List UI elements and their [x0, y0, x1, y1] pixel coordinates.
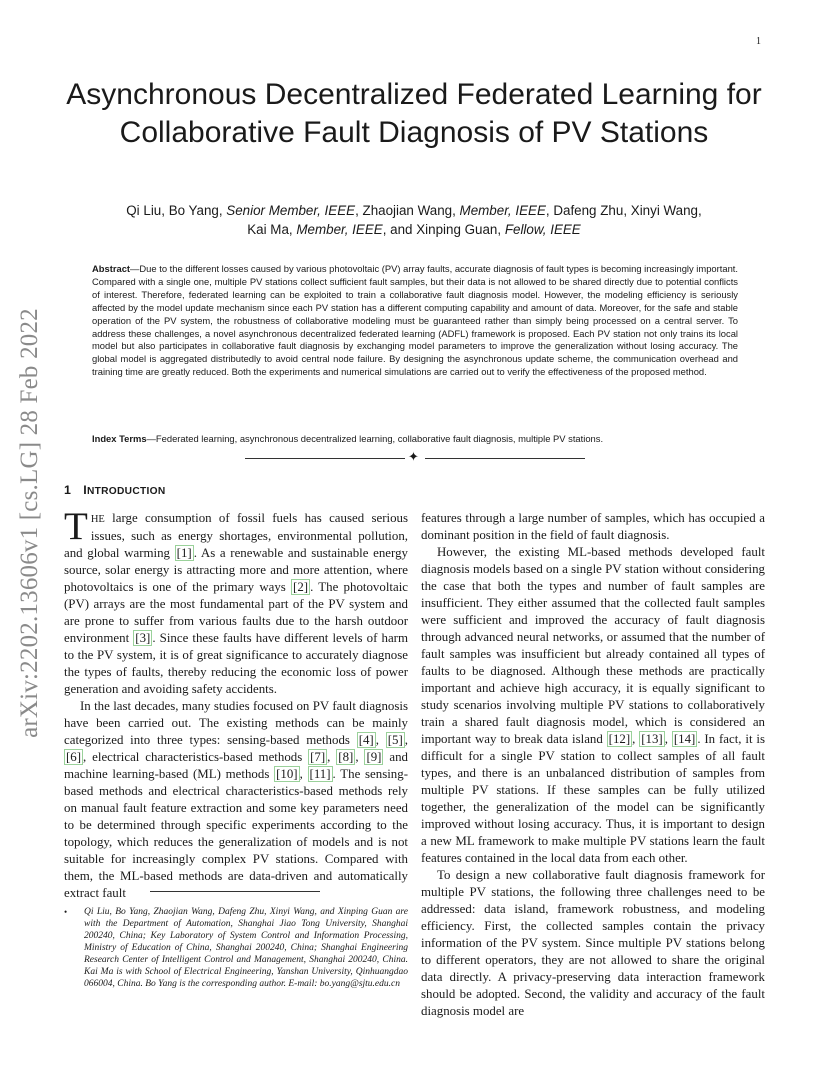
- text-run: ,: [355, 750, 365, 764]
- intro-paragraph-3: [421, 510, 765, 544]
- text-run: ,: [299, 767, 308, 781]
- index-terms: [92, 432, 738, 445]
- divider-line: [425, 458, 585, 459]
- smallcaps-word: HE: [90, 514, 105, 525]
- citation-link[interactable]: [9]: [366, 750, 382, 764]
- text-run: ,: [375, 733, 386, 747]
- text-run: . Since these faults have different levels of harm to the PV system, it is of great significance to accurately diagnose the types of faults, thereby reducing the economic loss of power generation and avoiding safety accidents.: [64, 631, 409, 696]
- paper-title: Asynchronous Decentralized Federated Learning for Collaborative Fault Diagnosis of PV Stations: [66, 78, 762, 149]
- citation-link[interactable]: [10]: [276, 767, 298, 781]
- author-role: Senior Member, IEEE: [226, 203, 356, 218]
- author-name: Qi Liu: [126, 203, 162, 218]
- arxiv-identifier: arXiv:2202.13606v1 [cs.LG] 28 Feb 2022: [16, 308, 43, 738]
- footnote-bullet-icon: •: [64, 907, 68, 917]
- section-heading: [64, 483, 166, 497]
- intro-paragraph-2: [64, 698, 408, 902]
- text-run: In the last decades, many studies focused on PV fault diagnosis have been carried out. The existing methods can be mainly categorized into three types: sensing-based methods: [64, 699, 408, 747]
- section-number: 1: [64, 483, 72, 497]
- abstract: [92, 263, 738, 379]
- citation-link[interactable]: [6]: [66, 750, 82, 764]
- arxiv-stamp: [6, 288, 54, 758]
- citation-link[interactable]: [1]: [176, 546, 192, 560]
- text-run: To design a new collaborative fault diagnosis framework for multiple PV stations, the following three challenges need to be addressed: data island, framework robustness, and modeling efficiency. First, the collected samples contain the privacy information of the PV system. Since multiple PV stations belong to different operators, they are not allowed to share the original data directly. A privacy-preserving data interaction framework should be adopted. Second, the validity and accuracy of the fault diagnosis model are: [421, 868, 765, 1018]
- right-column: [421, 510, 765, 1020]
- text-run: . In fact, it is difficult for a single PV station to collect samples of all fault types, and there is an unbalanced distribution of samples from multiple PV stations. If these samples can be fully utilized together, the generalization of the model can be significantly improved without losing accuracy. Thus, it is important to design a new ML framework to make multiple PV stations learn the fault features contained in the local data from each other.: [421, 732, 766, 865]
- author-name: Xinyi Wang: [630, 203, 698, 218]
- text-run: . The sensing-based methods and electrical characteristics-based methods rely on manual fault feature extraction and some key parameters need to be determined through specific experiments according to the topology, which reduces the generalization of models and is not suitable for increasingly complex PV stations. Compared with them, the ML-based methods are data-driven and automatically extract fault: [64, 767, 408, 900]
- citation-link[interactable]: [8]: [338, 750, 354, 764]
- footnote-rule: [150, 891, 320, 892]
- text-run: However, the existing ML-based methods developed fault diagnosis models based on a single PV station without considering the case that both the types and number of fault samples are insufficient. They either assumed that the collected fault samples were sufficient and improved the accuracy of fault diagnosis through advanced neural networks, or assumed that the number of fault samples was insufficient but already contained all types of faults to be diagnosed. Although these methods are practically important and achieve high accuracy, it is equally significant to study scenarios involving multiple PV stations to collaboratively train a shared fault diagnosis model, which is considered an important way to break data island: [421, 545, 765, 746]
- text-run: . The photovoltaic (PV) arrays are the most fundamental part of the PV system and are prone to suffer from various faults due to the harsh outdoor environment: [64, 580, 409, 645]
- citation-link[interactable]: [4]: [358, 733, 374, 747]
- page-number: 1: [756, 36, 761, 47]
- citation-link[interactable]: [2]: [293, 580, 309, 594]
- citation-link[interactable]: [11]: [309, 767, 331, 781]
- divider-line: [245, 458, 405, 459]
- section-title-initial: I: [83, 483, 87, 497]
- intro-paragraph-1: [64, 505, 409, 698]
- text-run: and machine learning-based (ML) methods: [64, 750, 408, 781]
- text-run: ,: [327, 750, 337, 764]
- author-role: Member, IEEE: [296, 222, 383, 237]
- intro-paragraph-4: [421, 544, 765, 867]
- index-terms-text: —Federated learning, asynchronous decentralized learning, collaborative fault diagnosis, multiple PV stations.: [146, 433, 604, 444]
- author-name: Bo Yang: [168, 203, 219, 218]
- author-name: Xinping Guan: [416, 222, 498, 237]
- author-role: Fellow, IEEE: [504, 222, 581, 237]
- text-run: ,: [632, 732, 640, 746]
- abstract-label: Abstract: [92, 263, 131, 274]
- affiliation-footnote: [64, 906, 408, 990]
- citation-link[interactable]: [14]: [673, 732, 696, 746]
- text-run: ,: [404, 733, 408, 747]
- section-divider: [245, 452, 585, 466]
- citation-link[interactable]: [12]: [608, 732, 631, 746]
- author-list: Qi Liu, Bo Yang, Senior Member, IEEE, Zhaojian Wang, Member, IEEE, Dafeng Zhu, Xinyi Wang, Kai Ma, Member, IEEE, and Xinping Guan, Fellow, IEEE: [126, 203, 702, 237]
- divider-star-icon: ✦: [408, 450, 419, 465]
- author-role: Member, IEEE: [459, 203, 546, 218]
- text-run: features through a large number of samples, which has occupied a dominant position in the field of fault diagnosis.: [421, 511, 765, 542]
- author-name: Zhaojian Wang: [362, 203, 453, 218]
- drop-cap: T: [64, 505, 88, 548]
- citation-link[interactable]: [5]: [387, 733, 403, 747]
- text-run: large consumption of fossil fuels has caused serious issues, such as energy shortages, environmental pollution, and global warming: [64, 511, 408, 560]
- footnote-text: Qi Liu, Bo Yang, Zhaojian Wang, Dafeng Zhu, Xinyi Wang, and Xinping Guan are with the Department of Automation, Shanghai Jiao Tong University, Shanghai 200240, China; Key Laboratory of System Control and Information Processing, Ministry of Education of China, Shanghai 200240, China; Shanghai Engineering Research Center of Intelligent Control and Management, Shanghai 200240, China. Kai Ma is with School of Electrical Engineering, Yanshan University, Qinhuangdao 066004, China. Bo Yang is the corresponding author. E-mail: bo.yang@sjtu.edu.cn: [84, 907, 408, 989]
- abstract-text: —Due to the different losses caused by various photovoltaic (PV) array faults, accurate diagnosis of fault types is becoming increasingly important. Compared with a single one, multiple PV stations collect sufficient fault samples, but their data is not allowed to be shared directly due to potential conflicts of interest. Therefore, federated learning can be exploited to train a collaborative fault diagnosis model. However, the modeling efficiency is seriously affected by the model update mechanism since each PV station has a different computing capability and amount of data. Moreover, for the safe and stable operation of the PV system, the robustness of collaborative modeling must be guaranteed rather than simply being processed on a central server. To address these challenges, a novel asynchronous decentralized federated learning (ADFL) framework is proposed. Each PV station not only trains its local model but also participates in collaborative fault diagnosis by exchanging model parameters to improve the generalization without losing accuracy. The global model is aggregated distributedly to avoid central node failure. By designing the asynchronous update scheme, the communication overhead and training time are greatly reduced. Both the experiments and numerical simulations are carried out to verify the effectiveness of the proposed method.: [92, 263, 738, 378]
- author-name: Dafeng Zhu: [553, 203, 624, 218]
- left-column: [64, 505, 409, 902]
- section-title-rest: NTRODUCTION: [86, 486, 166, 497]
- text-run: , electrical characteristics-based methods: [83, 750, 309, 764]
- index-terms-label: Index Terms: [92, 433, 147, 444]
- intro-paragraph-5: [421, 867, 765, 1020]
- author-name: Kai Ma: [247, 222, 289, 237]
- citation-link[interactable]: [3]: [135, 631, 151, 645]
- text-run: ,: [664, 732, 672, 746]
- citation-link[interactable]: [7]: [310, 750, 326, 764]
- text-run: . As a renewable and sustainable energy source, solar energy is attracting more and more attention, where photovoltaics is one of the primary ways: [64, 546, 408, 594]
- citation-link[interactable]: [13]: [641, 732, 663, 746]
